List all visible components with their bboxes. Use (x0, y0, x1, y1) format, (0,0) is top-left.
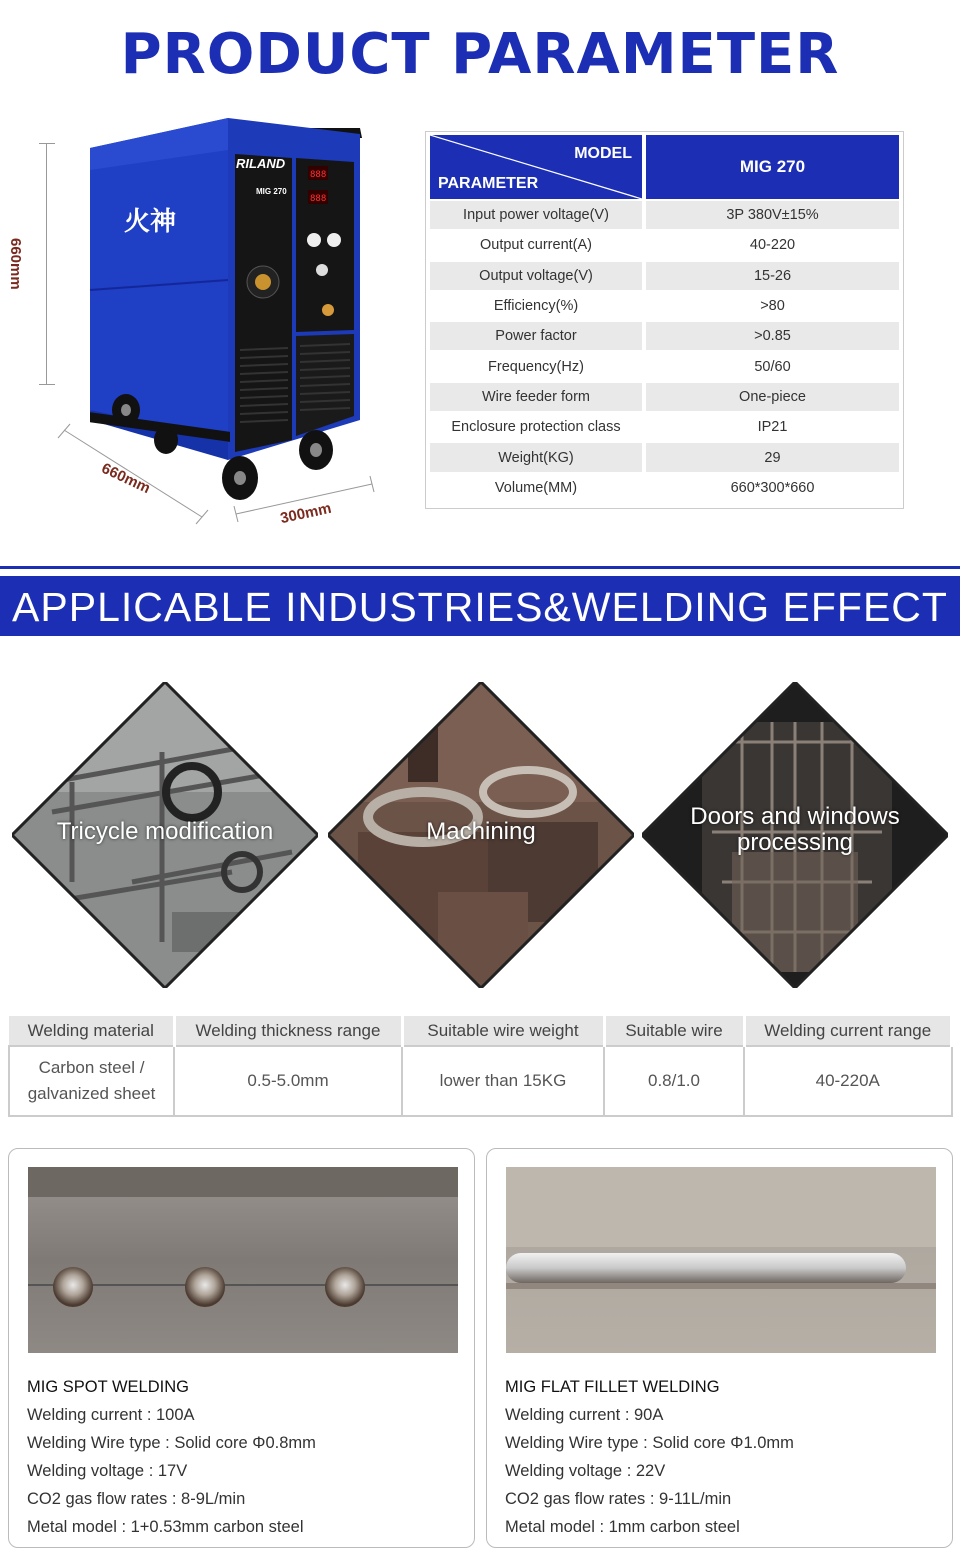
spec-value: >80 (646, 292, 899, 320)
card-line: Welding current : 100A (27, 1406, 195, 1424)
section-banner: APPLICABLE INDUSTRIES&WELDING EFFECT (0, 576, 960, 636)
welding-machine-image (60, 110, 400, 530)
card-line: CO2 gas flow rates : 9-11L/min (505, 1490, 732, 1508)
spec-value: 40-220 (646, 231, 899, 259)
spec-table-header (430, 135, 899, 199)
spec-value: 660*300*660 (646, 474, 899, 502)
model-label: MODEL (574, 145, 632, 162)
spec-row (430, 231, 899, 259)
spec-row (430, 443, 899, 471)
header-wire: Suitable wire (604, 1016, 744, 1046)
spec-table (425, 131, 904, 509)
spec-row (430, 262, 899, 290)
fillet-welding-card (486, 1148, 953, 1548)
fillet-welding-image (506, 1167, 936, 1353)
industry-doors-windows (642, 682, 948, 988)
card-line: Welding Wire type : Solid core Φ1.0mm (505, 1434, 794, 1452)
industry-label: Machining (426, 818, 536, 845)
card-line: CO2 gas flow rates : 8-9L/min (27, 1490, 246, 1508)
spec-row (430, 292, 899, 320)
spot-welding-image (28, 1167, 458, 1353)
card-line: Welding voltage : 17V (27, 1462, 188, 1480)
welding-params-row (9, 1046, 952, 1116)
svg-text:火神: 火神 (124, 207, 177, 237)
header-wire-weight: Suitable wire weight (402, 1016, 604, 1046)
header-thickness: Welding thickness range (174, 1016, 402, 1046)
spec-param: Enclosure protection class (430, 413, 642, 441)
cell-material (9, 1046, 174, 1116)
spec-param: Frequency(Hz) (430, 352, 642, 380)
card-line: Welding voltage : 22V (505, 1462, 666, 1480)
model-value: MIG 270 (646, 135, 899, 199)
material-line1: Carbon steel / (38, 1058, 145, 1077)
spec-value: IP21 (646, 413, 899, 441)
spec-row (430, 322, 899, 350)
spec-row (430, 413, 899, 441)
header-current: Welding current range (744, 1016, 952, 1046)
spec-value: >0.85 (646, 322, 899, 350)
card-line: Welding current : 90A (505, 1406, 664, 1424)
spec-header-diagonal-cell (430, 135, 642, 199)
svg-text:888: 888 (310, 170, 327, 180)
width-dimension-label: 300mm (278, 499, 333, 528)
banner-top-line (0, 566, 960, 569)
cell-thickness: 0.5-5.0mm (174, 1046, 402, 1116)
spec-value: 15-26 (646, 262, 899, 290)
spot-welding-details (27, 1373, 316, 1541)
industry-machining (328, 682, 634, 988)
card-line: Metal model : 1mm carbon steel (505, 1518, 740, 1536)
card-title: MIG FLAT FILLET WELDING (505, 1378, 720, 1396)
spec-rows (426, 199, 903, 504)
spec-value: 3P 380V±15% (646, 201, 899, 229)
spec-param: Output voltage(V) (430, 262, 642, 290)
page-title: PRODUCT PARAMETER (120, 22, 840, 87)
industry-label (642, 804, 948, 856)
svg-text:MIG 270: MIG 270 (256, 187, 287, 196)
height-dimension-label: 660mm (7, 238, 24, 290)
card-title: MIG SPOT WELDING (27, 1378, 189, 1396)
header-material: Welding material (9, 1016, 174, 1046)
material-line2: galvanized sheet (27, 1084, 156, 1103)
industry-label-line2: processing (736, 829, 854, 856)
welding-params-header-row (9, 1016, 952, 1046)
spec-row (430, 474, 899, 502)
fillet-welding-details (505, 1373, 794, 1541)
spec-param: Weight(KG) (430, 443, 642, 471)
spec-param: Output current(A) (430, 231, 642, 259)
svg-text:888: 888 (310, 194, 327, 204)
cell-wire-weight: lower than 15KG (402, 1046, 604, 1116)
card-line: Welding Wire type : Solid core Φ0.8mm (27, 1434, 316, 1452)
cell-wire: 0.8/1.0 (604, 1046, 744, 1116)
spec-row (430, 201, 899, 229)
card-line: Metal model : 1+0.53mm carbon steel (27, 1518, 304, 1536)
industry-tricycle (12, 682, 318, 988)
spec-param: Power factor (430, 322, 642, 350)
spec-param: Efficiency(%) (430, 292, 642, 320)
spec-param: Input power voltage(V) (430, 201, 642, 229)
svg-text:RILAND: RILAND (236, 156, 286, 171)
spot-welding-card (8, 1148, 475, 1548)
depth-dimension-label: 660mm (98, 459, 153, 498)
spec-row (430, 352, 899, 380)
industry-label-line1: Doors and windows (690, 803, 900, 830)
cell-current: 40-220A (744, 1046, 952, 1116)
spec-value: 50/60 (646, 352, 899, 380)
spec-param: Wire feeder form (430, 383, 642, 411)
industry-label: Tricycle modification (56, 818, 274, 845)
spec-value: 29 (646, 443, 899, 471)
spec-value: One-piece (646, 383, 899, 411)
welding-params-table (8, 1016, 953, 1117)
parameter-label: PARAMETER (438, 175, 539, 192)
spec-row (430, 383, 899, 411)
spec-param: Volume(MM) (430, 474, 642, 502)
